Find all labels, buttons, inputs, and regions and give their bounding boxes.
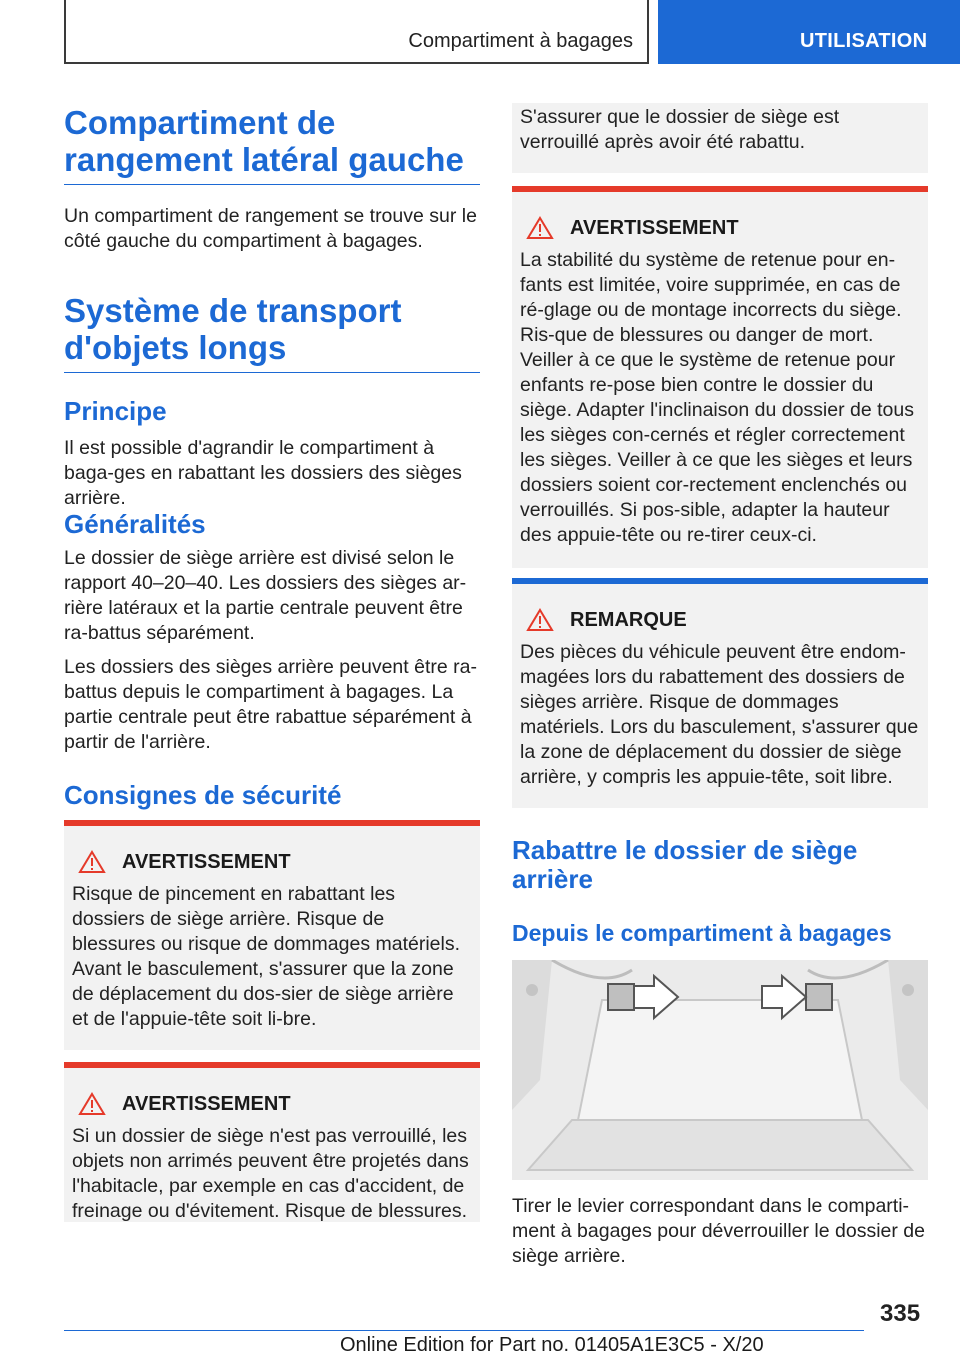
warning-triangle-icon — [526, 216, 554, 240]
header-frame — [64, 0, 649, 64]
heading-long-objects: Système de transport d'objets longs — [64, 292, 480, 373]
header-chapter-tab[interactable]: UTILISATION — [658, 0, 960, 64]
footer-rule — [64, 1330, 864, 1331]
warning-text: Si un dossier de siège n'est pas verrouillé, les objets non arrimés peuvent être projetés dans l'habitacle, par exemple en cas d'accident, de freinage ou d'évitement. Risque de blessures. — [72, 1125, 469, 1222]
warning-box-3 — [512, 186, 928, 568]
warning-text: La stabilité du système de retenue pour en-fants est limitée, voire supprimée, en cas de ré-glage ou de montage incorrects du siège. Ris-que de blessures ou danger de mort. Veiller à ce que le système de retenue pour enfants re-pose bien contre le dossier du siège. Adapter l'inclinaison du dossier de tous les sièges con-cernés et régler correctement les sièges. Veiller à ce que les sièges et leurs dossiers soient cor-rectement enclenchés ou verrouillés. Si pos-sible, adapter la hauteur des appuie-tête ou re-tirer ceux-ci. — [520, 249, 914, 546]
paragraph-side-compartment: Un compartiment de rangement se trouve sur le côté gauche du compartiment à bagages. — [64, 205, 477, 252]
footer-edition: Online Edition for Part no. 01405A1E3C5 - X/20 — [340, 1334, 764, 1356]
heading-fold-seat: Rabattre le dossier de siège arrière — [512, 835, 858, 894]
warning-title: AVERTISSEMENT — [570, 217, 739, 239]
warning-triangle-icon — [78, 850, 106, 874]
trunk-illustration — [512, 960, 928, 1180]
warning-title: AVERTISSEMENT — [122, 1093, 291, 1115]
heading-side-compartment: Compartiment de rangement latéral gauche — [64, 104, 480, 185]
note-box — [512, 578, 928, 808]
warning-text: S'assurer que le dossier de siège est verrouillé après avoir été rabattu. — [520, 106, 840, 153]
warning-triangle-icon — [78, 1092, 106, 1116]
heading-from-trunk: Depuis le compartiment à bagages — [512, 920, 892, 946]
header-section-title: Compartiment à bagages — [408, 30, 633, 52]
heading-consignes: Consignes de sécurité — [64, 780, 342, 810]
note-text: Des pièces du véhicule peuvent être endom-magées lors du rabattement des dossiers de sièges arrière. Risque de dommages matériels. Lors du basculement, s'assurer que la zone de déplacement du dossier de siège arrière, y compris les appuie-tête, soit libre. — [520, 641, 919, 788]
warning-box-1 — [64, 820, 480, 1050]
warning-box-2 — [64, 1062, 480, 1222]
illustration-caption: Tirer le levier correspondant dans le comparti-ment à bagages pour déverrouiller le dossier de siège arrière. — [512, 1195, 925, 1267]
note-title: REMARQUE — [570, 609, 687, 631]
heading-principe: Principe — [64, 396, 167, 426]
page-number: 335 — [880, 1300, 921, 1327]
warning-title: AVERTISSEMENT — [122, 851, 291, 873]
warning-box-1-continued — [512, 103, 928, 173]
warning-text: Risque de pincement en rabattant les dossiers de siège arrière. Risque de blessures ou risque de dommages matériels. Avant le basculement, s'assurer que la zone de déplacement du dos-sier de siège arrière et de l'appuie-tête soit li-bre. — [72, 883, 461, 1030]
paragraph-principe: Il est possible d'agrandir le compartiment à baga-ges en rabattant les dossiers des sièges arrière. — [64, 437, 462, 509]
paragraph-generalites-1: Le dossier de siège arrière est divisé selon le rapport 40–20–40. Les dossiers des sièges ar-rière latéraux et la partie centrale peuvent être ra-battus séparément. — [64, 547, 467, 644]
paragraph-generalites-2: Les dossiers des sièges arrière peuvent être ra-battus depuis le compartiment à bagages. La partie centrale peut être rabattue séparément à partir de l'arrière. — [64, 656, 477, 753]
warning-triangle-icon — [526, 608, 554, 632]
heading-generalites: Généralités — [64, 509, 206, 539]
